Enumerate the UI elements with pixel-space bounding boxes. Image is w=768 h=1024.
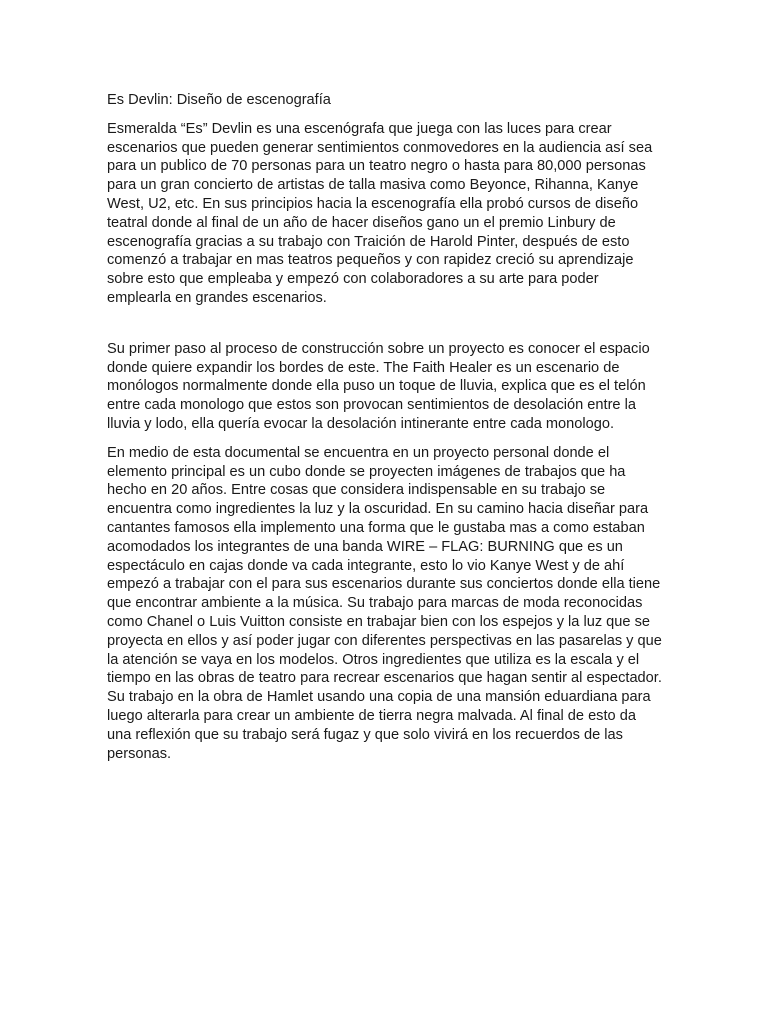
- paragraph-process: Su primer paso al proceso de construcción sobre un proyecto es conocer el espacio donde quiere expandir los bordes de este. The Faith Healer es un escenario de monólogos normalmente donde ella puso un toque de lluvia, explica que es el telón entre cada monologo que estos son provocan sentimientos de desolación entre la lluvia y lodo, ella quería evocar la desolación intinerante entre cada monologo.: [107, 340, 650, 432]
- paragraph-intro: Esmeralda “Es” Devlin es una escenógrafa que juega con las luces para crear escenarios que pueden generar sentimientos conmovedores en la audiencia así sea para un publico de 70 personas para un teatro negro o hasta para 80,000 personas para un gran concierto de artistas de talla masiva como Beyonce, Rihanna, Kanye West, U2, etc. En sus principios hacia la escenografía ella probó cursos de diseño teatral donde al final de un año de hacer diseños gano un el premio Linbury de escenografía gracias a su trabajo con Traición de Harold Pinter, después de esto comenzó a trabajar en mas teatros pequeños y con rapidez creció su aprendizaje sobre esto que empleaba y empezó con colaboradores a su arte para poder emplearla en grandes escenarios.: [107, 120, 653, 306]
- document-title: Es Devlin: Diseño de escenografía: [107, 92, 331, 108]
- document-page: [107, 91, 663, 763]
- paragraph-documentary: En medio de esta documental se encuentra en un proyecto personal donde el elemento principal es un cubo donde se proyecten imágenes de trabajos que ha hecho en 20 años. Entre cosas que considera indispensable en su trabajo se encuentra como ingredientes la luz y la oscuridad. En su camino hacia diseñar para cantantes famosos ella implemento una forma que le gustaba mas a como estaban acomodados los integrantes de una banda WIRE – FLAG: BURNING que es un espectáculo en cajas donde va cada integrante, esto lo vio Kanye West y de ahí empezó a trabajar con el para sus escenarios durante sus conciertos donde ella tiene que encontrar ambiente a la música. Su trabajo para marcas de moda reconocidas como Chanel o Luis Vuitton consiste en trabajar bien con los espejos y la luz que se proyecta en ellos y así poder jugar con diferentes perspectivas en las pasarelas y que la atención se vaya en los modelos. Otros ingredientes que utiliza es la escala y el tiempo en las obras de teatro para recrear escenarios que hagan sentir al espectador. Su trabajo en la obra de Hamlet usando una copia de una mansión eduardiana para luego alterarla para crear un ambiente de tierra negra malvada. Al final de esto da una reflexión que su trabajo será fugaz y que solo vivirá en los recuerdos de las personas.: [107, 444, 662, 762]
